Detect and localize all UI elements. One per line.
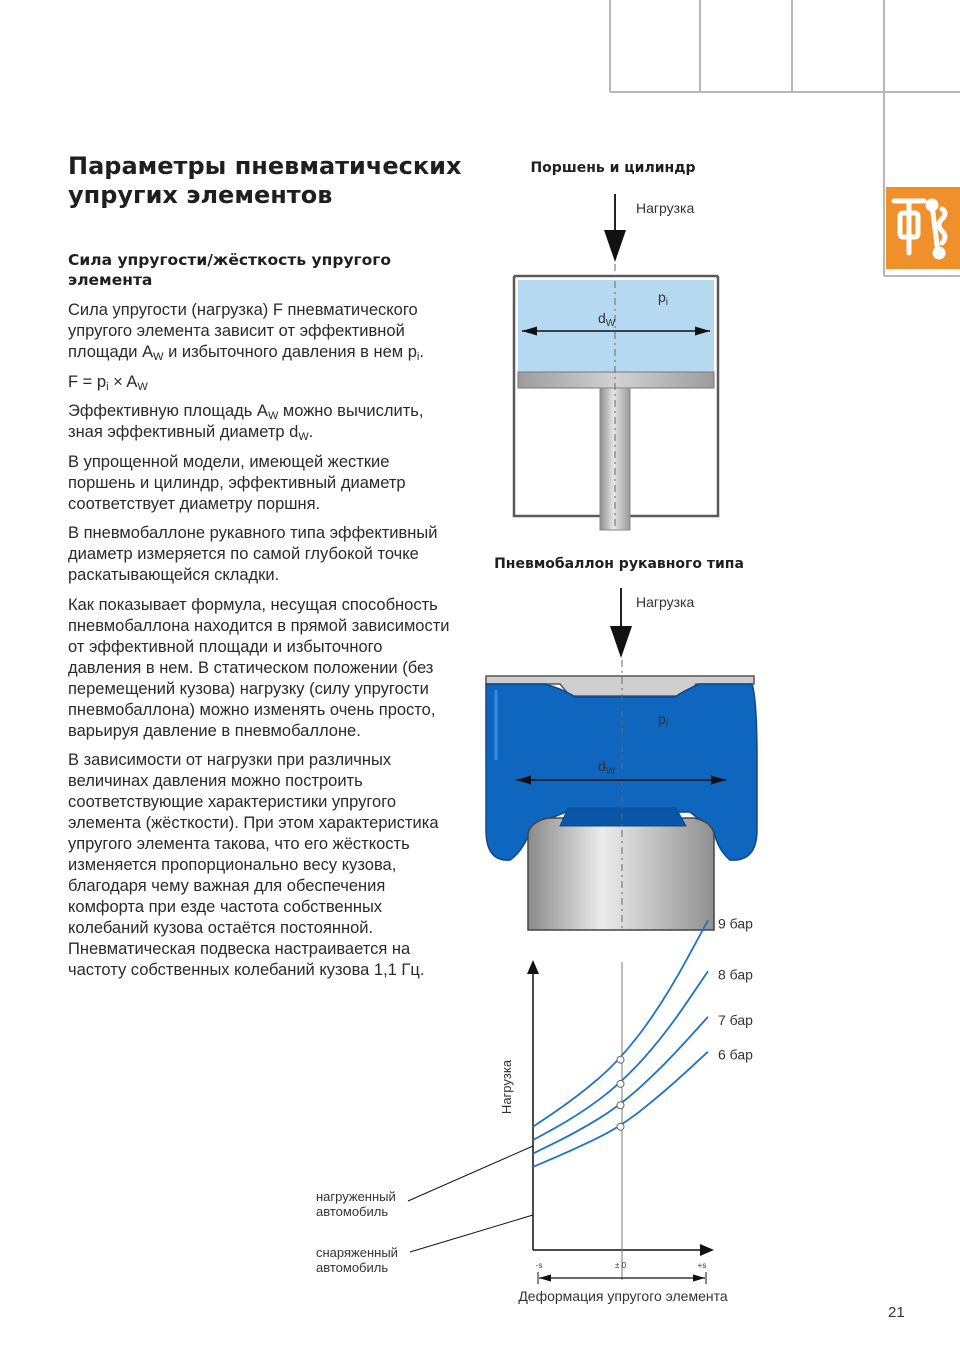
series-label: 9 бар [718,915,753,932]
paragraph-6: В зависимости от нагрузки при различных величинах давления можно построить соответствующие характеристики упругого элемента (жёсткости). При этом характеристика упругого элемента такова, что его жёсткость изменяется пропорционально весу кузова, благодаря чему важная для обеспечения комфорта при езде частота собственных колебаний кузова остаётся постоянной. Пневматическая подвеска настраивается на частоту собственных колебаний кузова 1,1 Гц. [68,751,439,979]
paragraph-5: Как показывает формула, несущая способность пневмобаллона находится в прямой зависимости от эффективной площади и избыточного давления в нем. В статическом положении (без перемещений кузова) нагрузку (силу упругости пневмобаллона) можно изменять очень просто, варьируя давление в пневмобаллоне. [68,595,450,740]
section-subtitle: Сила упругости/жёсткость упругого элемента [68,251,392,289]
paragraph-2: Эффективную площадь $A_W$ можно вычислить, зная эффективный диаметр $d_W$. [68,402,424,443]
bellows-pressure-label: p [658,711,666,727]
bellows-piston-base [528,818,714,930]
formula: $F = p_i \times A_W$ [68,372,148,393]
annotation-curb: снаряженный автомобиль [316,1245,398,1275]
series-label: 8 бар [718,966,753,983]
paragraph-3: В упрощенной модели, имеющей жесткие поршень и цилиндр, эффективный диаметр соответствует диаметру поршня. [68,452,406,513]
piston-cylinder-figure [514,160,718,530]
design-point-marker [617,1080,624,1087]
design-point-marker [617,1123,624,1130]
piston-air-chamber [518,280,714,372]
bellows-load-label: Нагрузка [636,594,695,610]
svg-text:dW: $d_W$ [598,758,616,777]
bellows-diameter-label: d [598,758,606,774]
paragraph-4: В пневмобаллоне рукавного типа эффективный диаметр измеряется по самой глубокой точке раскатывающейся складки. [68,524,438,584]
page-title: Параметры пневматических упругих элементов [68,152,462,209]
piston-diameter-label: d [598,310,606,326]
piston-load-label: Нагрузка [636,200,695,216]
page-number: 21 [888,1304,905,1321]
chart-x-label: Деформация упругого элемента [518,1288,728,1304]
curve-9-бар [533,920,708,1126]
chart-y-label: Нагрузка [499,1059,514,1115]
bellows-figure-title: Пневмобаллон рукавного типа [494,556,744,572]
annotation-loaded: нагруженный автомобиль [316,1189,396,1219]
paragraph-1: Сила упругости (нагрузка) F пневматического упругого элемента зависит от эффективной площади $A_W$ и избыточного давления в нем $p_i$. [68,301,424,363]
x-tick-label: +s [697,1261,707,1270]
piston-figure-title: Поршень и цилиндр [530,160,696,176]
load-arrow-icon [604,230,626,262]
series-label: 6 бар [718,1046,753,1063]
design-point-marker [617,1056,624,1063]
air-bellows-figure [486,556,757,932]
design-point-marker [617,1102,624,1109]
x-tick-label: ± 0 [614,1261,627,1270]
bellows-load-arrow-icon [610,626,632,658]
svg-text:pi: $p_i$ [658,711,669,730]
svg-text:dW: $d_W$ [598,310,616,329]
series-label: 7 бар [718,1011,753,1028]
svg-text:pi: $p_i$ [658,289,669,308]
spring-characteristic-chart [316,915,753,1304]
x-tick-label: -s [535,1261,543,1270]
piston-pressure-label: p [658,289,666,305]
